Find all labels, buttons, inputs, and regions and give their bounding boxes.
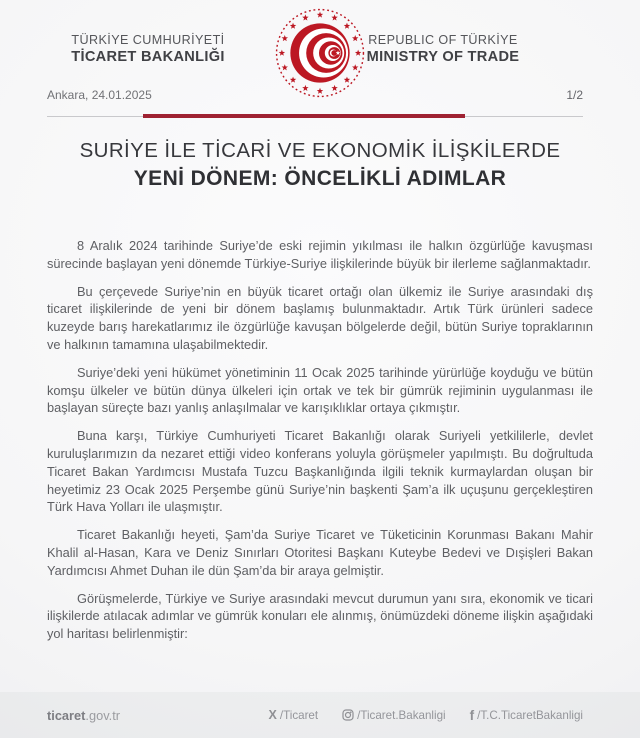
paragraph: 8 Aralık 2024 tarihinde Suriye’de eski rejimin yıkılması ile halkın özgürlüğe kavuşması sürecinde başlayan yeni dönemde Türkiye-Suriye ilişkilerinde büyük bir ilerleme sağlanmaktadır. <box>47 238 593 271</box>
header-divider-accent <box>143 114 465 118</box>
ministry-name-tr-line1: TÜRKİYE CUMHURİYETİ <box>71 33 225 47</box>
website-link[interactable] <box>47 708 120 723</box>
social-link-facebook[interactable] <box>470 708 583 723</box>
dateline: Ankara, 24.01.2025 <box>47 88 152 102</box>
paragraph: Ticaret Bakanlığı heyeti, Şam’da Suriye Ticaret ve Tüketicinin Korunması Bakanı Mahir Khalil al-Hasan, Kara ve Deniz Sınırları Otoritesi Başkanı Kuteybe Bedevi ve Dışişleri Bakan Yardımcısı Ahmet Duhan ile dün Şam’da bir araya gelmiştir. <box>47 527 593 578</box>
social-link-instagram[interactable] <box>342 709 446 722</box>
article-body <box>47 237 593 653</box>
page-title <box>0 139 640 191</box>
website-link-rest: .gov.tr <box>85 707 121 723</box>
social-handle: /Ticaret.Bakanligi <box>357 708 446 722</box>
paragraph: Buna karşı, Türkiye Cumhuriyeti Ticaret Bakanlığı olarak Suriyeli yetkililerle, devlet kuruluşlarımızın da nezaret ettiği video konferans yoluyla görüşmeler yapılmıştı. Bu doğrultuda Ticaret Bakan Yardımcısı Mustafa Tuzcu Başkanlığında ilgili teknik kurmaylardan oluşan bir heyetimiz 23 Ocak 2025 Perşembe günü Suriye’nin başkenti Şam’a ilk uçuşunu gerçekleştiren Türk Hava Yolları ile ulaşmıştır. <box>47 428 593 515</box>
ministry-name-en-line2: MINISTRY OF TRADE <box>366 49 520 65</box>
ministry-name-en-line1: REPUBLIC OF TÜRKİYE <box>368 33 518 47</box>
page-indicator: 1/2 <box>566 88 583 102</box>
social-handle: /Ticaret <box>279 708 319 722</box>
social-link-x[interactable] <box>269 708 319 722</box>
paragraph: Suriye’deki yeni hükümet yönetiminin 11 Ocak 2025 tarihinde yürürlüğe koyduğu ve bütün komşu ülkeler ve bütün dünya ülkeleri için ortak ve tek bir gümrük rejiminin uygulanması ile başlayan süreçte bazı yanlış anlaşılmalar ve karışıklıklar ortaya çıkmıştır. <box>47 364 593 416</box>
ministry-of-trade-logo <box>274 7 366 99</box>
page-title-line1: SURİYE İLE TİCARİ VE EKONOMİK İLİŞKİLERDE <box>79 139 561 162</box>
ministry-emblem-icon <box>274 7 366 99</box>
website-link-bold: ticaret <box>47 707 86 723</box>
social-links <box>269 708 583 723</box>
social-handle: /T.C.TicaretBakanligi <box>477 708 583 722</box>
ministry-name-turkish <box>58 33 238 65</box>
paragraph: Görüşmelerde, Türkiye ve Suriye arasındaki mevcut durumun yanı sıra, ekonomik ve ticari ilişkilerde atılacak adımlar ve gümrük konuları ele alınmış, önümüzdeki döneme ilişkin aşağıdaki yol haritası belirlenmiştir: <box>47 590 593 642</box>
paragraph: Bu çerçevede Suriye’nin en büyük ticaret ortağı olan ülkemiz ile Suriye arasındaki dış ticaret ilişkilerinde de yeni bir dönem başlamış bulunmaktadır. Artık Türk ürünleri sadece kuzeyde barış harekatlarımız ile özgürlüğe kavuşan bölgelerde değil, bütün Suriye topraklarının ve halkının tamamına ulaşabilmektedir. <box>47 283 593 352</box>
ministry-name-english <box>364 33 522 65</box>
instagram-icon <box>342 709 354 721</box>
x-twitter-icon: X <box>268 708 277 722</box>
footer-bar <box>0 692 640 738</box>
ministry-name-tr-line2: TİCARET BAKANLIĞI <box>71 49 225 65</box>
page-title-line2: YENİ DÖNEM: ÖNCELİKLİ ADIMLAR <box>133 167 507 190</box>
facebook-icon: f <box>469 707 475 723</box>
